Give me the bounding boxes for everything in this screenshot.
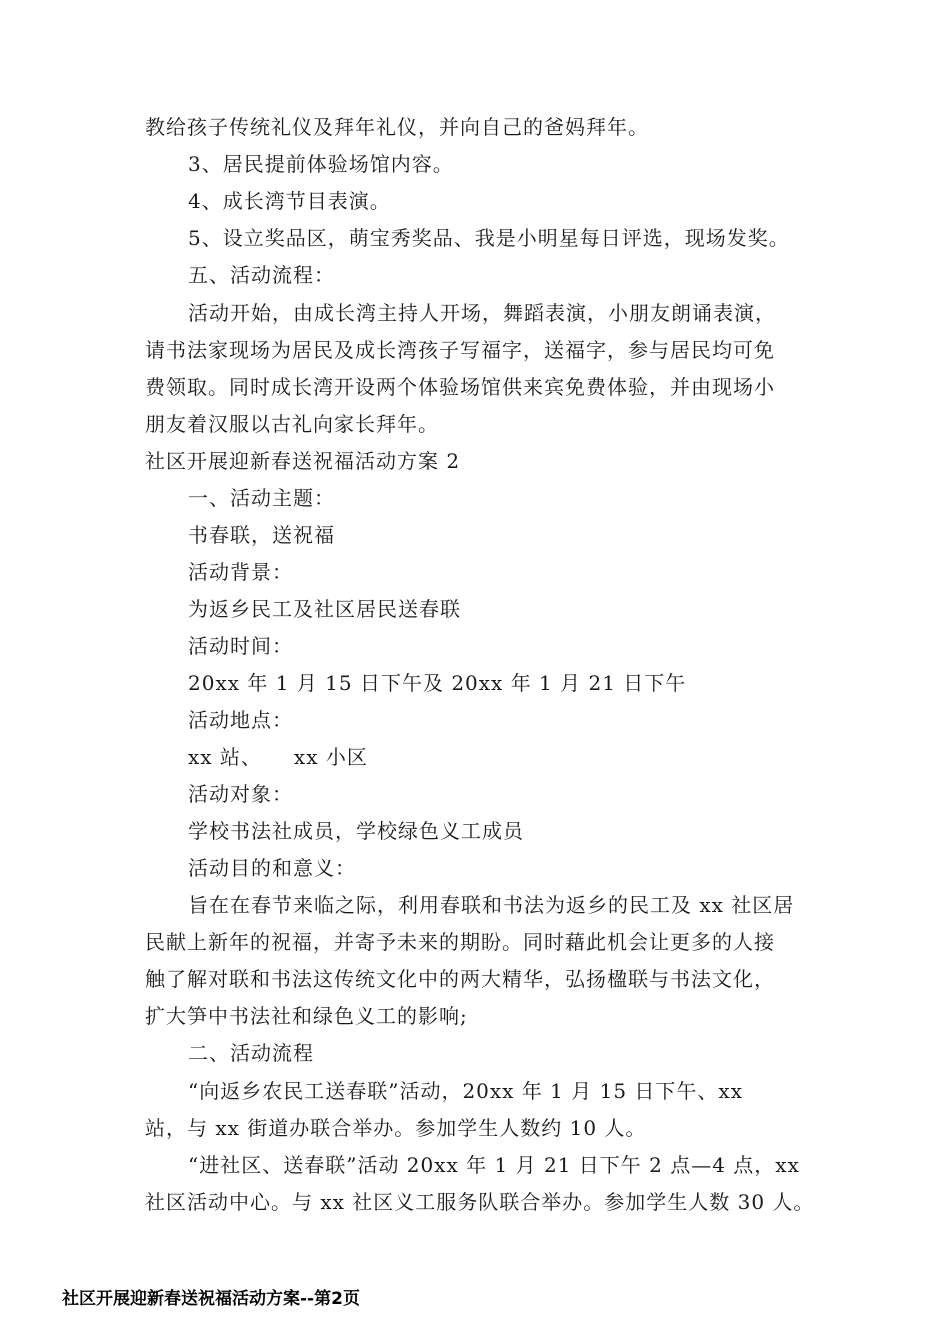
field-label: 活动时间：	[188, 634, 293, 658]
body-line: 朋友着汉服以古礼向家长拜年。	[145, 412, 439, 436]
body-line: 学校书法社成员，学校绿色义工成员	[188, 819, 524, 843]
document-title: 社区开展迎新春送祝福活动方案 2	[145, 449, 461, 473]
body-line: 活动开始，由成长湾主持人开场，舞蹈表演，小朋友朗诵表演，	[188, 301, 776, 325]
field-label: 活动目的和意义：	[188, 856, 356, 880]
body-line: “进社区、送春联”活动 20xx 年 1 月 21 日下午 2 点—4 点，xx	[188, 1153, 800, 1177]
body-line: 扩大笋中书法社和绿色义工的影响;	[145, 1004, 468, 1028]
field-label: 活动背景：	[188, 560, 293, 584]
list-item: 3、居民提前体验场馆内容。	[188, 152, 454, 176]
section-heading: 一、活动主题：	[188, 486, 335, 510]
body-line: xx 站、 xx 小区	[188, 745, 368, 769]
section-heading: 二、活动流程	[188, 1041, 314, 1065]
page-footer: 社区开展迎新春送祝福活动方案--第2页	[62, 1289, 360, 1309]
body-line: 为返乡民工及社区居民送春联	[188, 597, 461, 621]
body-line: “向返乡农民工送春联”活动，20xx 年 1 月 15 日下午、xx	[188, 1079, 743, 1103]
section-heading: 五、活动流程：	[188, 263, 335, 287]
list-item: 5、设立奖品区，萌宝秀奖品、我是小明星每日评选，现场发奖。	[188, 226, 790, 250]
body-line: 教给孩子传统礼仪及拜年礼仪，并向自己的爸妈拜年。	[145, 115, 649, 139]
list-item: 4、成长湾节目表演。	[188, 189, 391, 213]
body-line: 费领取。同时成长湾开设两个体验场馆供来宾免费体验，并由现场小	[145, 375, 775, 399]
body-line: 社区活动中心。与 xx 社区义工服务队联合举办。参加学生人数 30 人。	[145, 1190, 815, 1214]
body-line: 请书法家现场为居民及成长湾孩子写福字，送福字，参与居民均可免	[145, 338, 775, 362]
body-line: 20xx 年 1 月 15 日下午及 20xx 年 1 月 21 日下午	[188, 671, 687, 695]
body-line: 站，与 xx 街道办联合举办。参加学生人数约 10 人。	[145, 1116, 647, 1140]
body-line: 民献上新年的祝福，并寄予未来的期盼。同时藉此机会让更多的人接	[145, 930, 775, 954]
field-label: 活动地点：	[188, 708, 293, 732]
field-label: 活动对象：	[188, 782, 293, 806]
body-line: 旨在在春节来临之际，利用春联和书法为返乡的民工及 xx 社区居	[188, 893, 795, 917]
body-line: 触了解对联和书法这传统文化中的两大精华，弘扬楹联与书法文化，	[145, 967, 775, 991]
body-line: 书春联，送祝福	[188, 523, 335, 547]
